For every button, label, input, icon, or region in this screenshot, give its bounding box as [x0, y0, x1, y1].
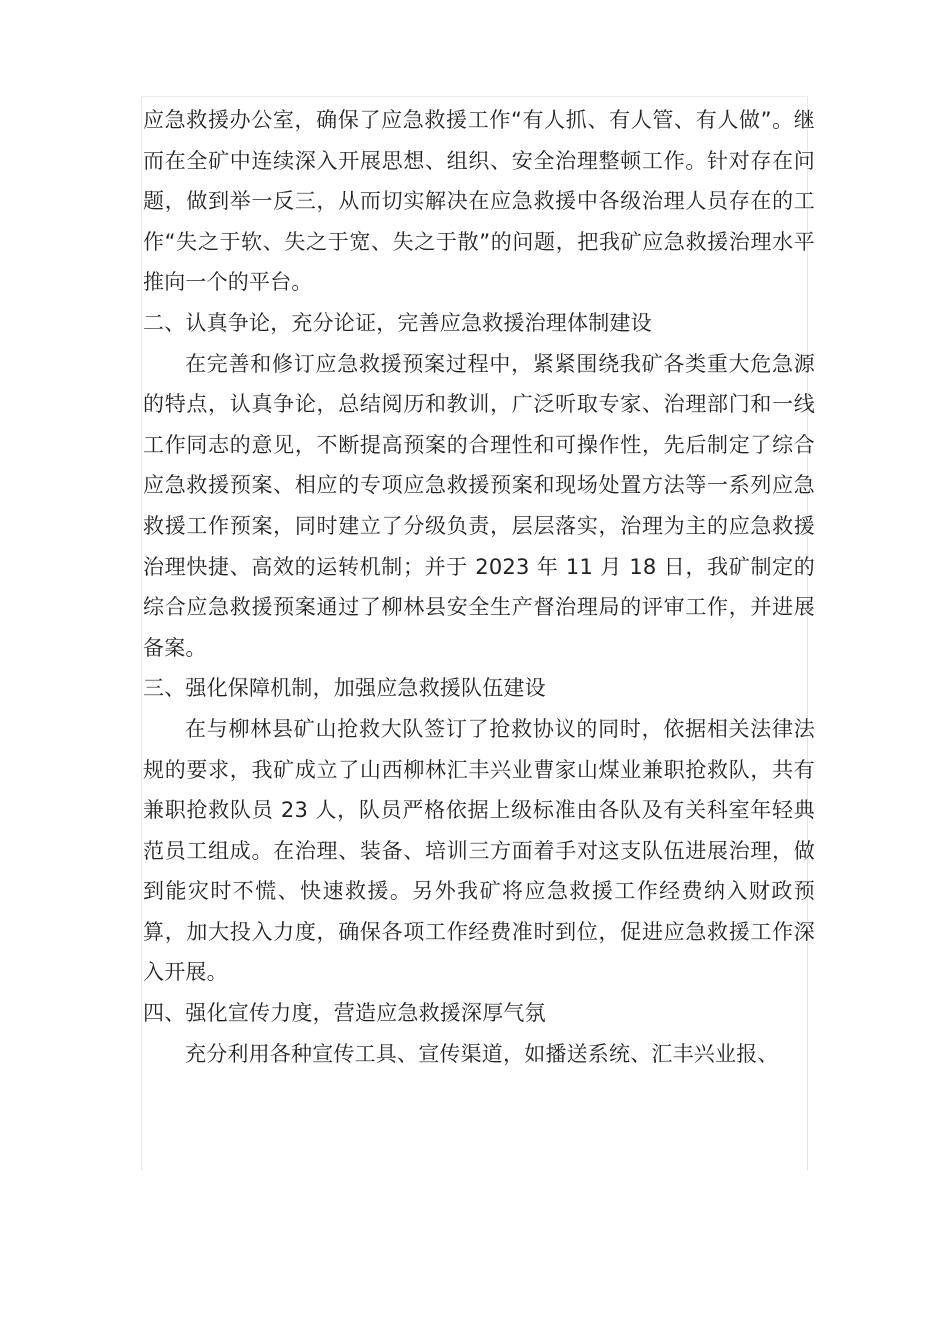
section-heading-4: 四、强化宣传力度，营造应急救援深厚气氛: [143, 1001, 546, 1026]
section-heading-3: 三、强化保障机制，加强应急救援队伍建设: [143, 676, 546, 701]
paragraph-emergency-plan: 在完善和修订应急救援预案过程中，紧紧围绕我矿各类重大危急源的特点，认真争论，总结阅历和教训，广泛听取专家、治理部门和一线工作同志的意见，不断提高预案的合理性和可操作性，先后制定了综合应急救援预案、相应的专项应急救援预案和现场处置方法等一系列应急救援工作预案，同时建立了分级负责，层层落实，治理为主的应急救援治理快捷、高效的运转机制；并于 2023 年 11 月 18 日，我矿制定的综合应急救援预案通过了柳林县安全生产督治理局的评审工作，并进展备案。: [143, 351, 815, 660]
paragraph-publicity: 充分利用各种宣传工具、宣传渠道，如播送系统、汇丰兴业报、: [185, 1041, 779, 1066]
paragraph-rescue-team: 在与柳林县矿山抢救大队签订了抢救协议的同时，依据相关法律法规的要求，我矿成立了山西柳林汇丰兴业曹家山煤业兼职抢救队，共有兼职抢救队员 23 人，队员严格依据上级标准由各队及有关科室年轻典范员工组成。在治理、装备、培训三方面着手对这支队伍进展治理，做到能灾时不慌、快速救援。另外我矿将应急救援工作经费纳入财政预算，加大投入力度，确保各项工作经费准时到位，促进应急救援工作深入开展。: [143, 716, 815, 985]
paragraph-continued: 应急救援办公室，确保了应急救援工作“有人抓、有人管、有人做”。继而在全矿中连续深入开展思想、组织、安全治理整顿工作。针对存在问题，做到举一反三，从而切实解决在应急救援中各级治理人员存在的工作“失之于软、失之于宽、失之于散”的问题，把我矿应急救援治理水平推向一个的平台。: [143, 108, 815, 295]
section-heading-2: 二、认真争论，充分论证，完善应急救援治理体制建设: [143, 310, 652, 335]
document-body: [143, 100, 815, 1074]
